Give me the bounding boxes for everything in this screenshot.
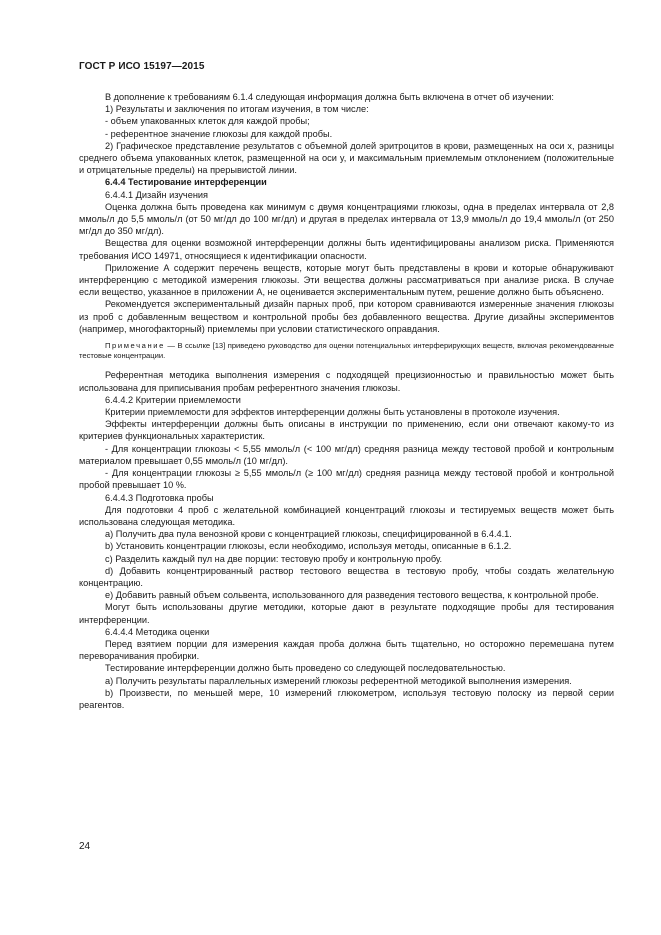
list-item: 2) Графическое представление результатов с объемной долей эритроцитов в крови, размещенных на оси x, разницы среднего объема упакованных клеток, размещенной на оси y, и максимальным приемлемым отклонением (положительные и отрицательные пределы) на прерывистой линии. — [79, 140, 614, 176]
note-text: — В ссылке [13] приведено руководство для оценки потенциальных интерферирующих веществ, включая рекомендованные тестовые концентрации. — [79, 341, 614, 361]
list-item: - референтное значение глюкозы для каждой пробы. — [105, 128, 333, 139]
list-item: 1) Результаты и заключения по итогам изучения, в том числе: — [105, 104, 369, 115]
paragraph: Референтная методика выполнения измерения с подходящей прецизионностью и правильностью может быть использована для приписывания пробам референтного значения глюкозы. — [79, 370, 614, 393]
paragraph: Тестирование интерференции должно быть проведено со следующей последовательностью. — [105, 663, 506, 674]
paragraph: Перед взятием порции для измерения каждая проба должна быть тщательно, но осторожно перемешана путем переворачивания пробирки. — [79, 638, 614, 662]
paragraph: Критерии приемлемости для эффектов интерференции должны быть установлены в протоколе изучения. — [105, 407, 560, 418]
paragraph: Могут быть использованы другие методики, которые дают в результате подходящие пробы для тестирования интерференции. — [79, 602, 614, 625]
list-item: а) Получить результаты параллельных измерений глюкозы референтной методикой выполнения измерения. — [105, 675, 572, 686]
subsection-heading: 6.4.4.1 Дизайн изучения — [105, 189, 208, 200]
paragraph: Эффекты интерференции должны быть описаны в инструкции по применению, если они отвечают какому-то из критериев функциональных характеристик. — [79, 419, 614, 442]
list-item: c) Разделить каждый пул на две порции: тестовую пробу и контрольную пробу. — [105, 553, 443, 564]
list-item: b) Произвести, по меньшей мере, 10 измерений глюкометром, используя тестовую полоску из первой серии реагентов. — [79, 687, 614, 710]
list-item: b) Установить концентрации глюкозы, если необходимо, используя методы, описанные в 6.1.2. — [105, 541, 512, 552]
subsection-heading: 6.4.4.4 Методика оценки — [105, 626, 210, 637]
list-item: - Для концентрации глюкозы ≥ 5,55 ммоль/л (≥ 100 мг/дл) средняя разница между тестовой пробой и контрольной пробой превышает 10 %. — [79, 468, 614, 491]
subsection-heading: 6.4.4.3 Подготовка пробы — [105, 492, 214, 503]
paragraph: Вещества для оценки возможной интерференции должны быть идентифицированы анализом риска. Применяются требования ИСО 14971, относящиеся к идентификации опасности. — [79, 238, 614, 261]
list-item: d) Добавить концентрированный раствор тестового вещества в тестовую пробу, чтобы создать желательную концентрацию. — [79, 565, 614, 588]
document-header: ГОСТ Р ИСО 15197—2015 — [79, 61, 205, 72]
paragraph: Для подготовки 4 проб с желательной комбинацией концентраций глюкозы и тестируемых веществ может быть использована следующая методика. — [79, 504, 614, 527]
list-item: e) Добавить равный объем сольвента, использованного для разведения тестового вещества, к контрольной пробе. — [105, 590, 599, 601]
subsection-heading: 6.4.4.2 Критерии приемлемости — [105, 394, 241, 405]
list-item: а) Получить два пула венозной крови с концентрацией глюкозы, специфицированной в 6.4.4.1. — [105, 529, 512, 540]
paragraph: Рекомендуется экспериментальный дизайн парных проб, при котором сравниваются измеренные значения глюкозы из проб с добавленным веществом и контрольной пробы без добавленного вещества. Другие дизайны экспериментов (например, многофакторный) приемлемы при условии статистического оправдания. — [79, 299, 614, 334]
paragraph: Приложение А содержит перечень веществ, которые могут быть представлены в крови и которые обнаруживают интерференцию с методикой измерения глюкозы. Эти вещества должны рассматриваться при анализе риска. В случае если вещество, указанное в приложении А, не оценивается экспериментальным путем, решение должно быть объяснено. — [79, 262, 614, 298]
list-item: - объем упакованных клеток для каждой пробы; — [105, 116, 310, 127]
paragraph: Оценка должна быть проведена как минимум с двумя концентрациями глюкозы, одна в пределах интервала от 2,8 ммоль/л до 5,5 ммоль/л (от 50 мг/дл до 100 мг/дл) и другая в пределах интервала от 13,9 ммоль/л до 19,4 ммоль/л (от 250 мг/дл до 350 мг/дл). — [79, 201, 614, 237]
list-item: - Для концентрации глюкозы < 5,55 ммоль/л (< 100 мг/дл) средняя разница между тестовой пробой и контрольным материалом превышает 0,55 ммоль/л (10 мг/дл). — [79, 443, 614, 466]
paragraph: В дополнение к требованиям 6.1.4 следующая информация должна быть включена в отчет об изучении: — [105, 92, 554, 102]
page-number: 24 — [79, 841, 91, 852]
note — [79, 341, 614, 361]
section-heading: 6.4.4 Тестирование интерференции — [105, 177, 267, 188]
document-body — [79, 91, 614, 711]
note-label: Примечание — [105, 341, 165, 351]
